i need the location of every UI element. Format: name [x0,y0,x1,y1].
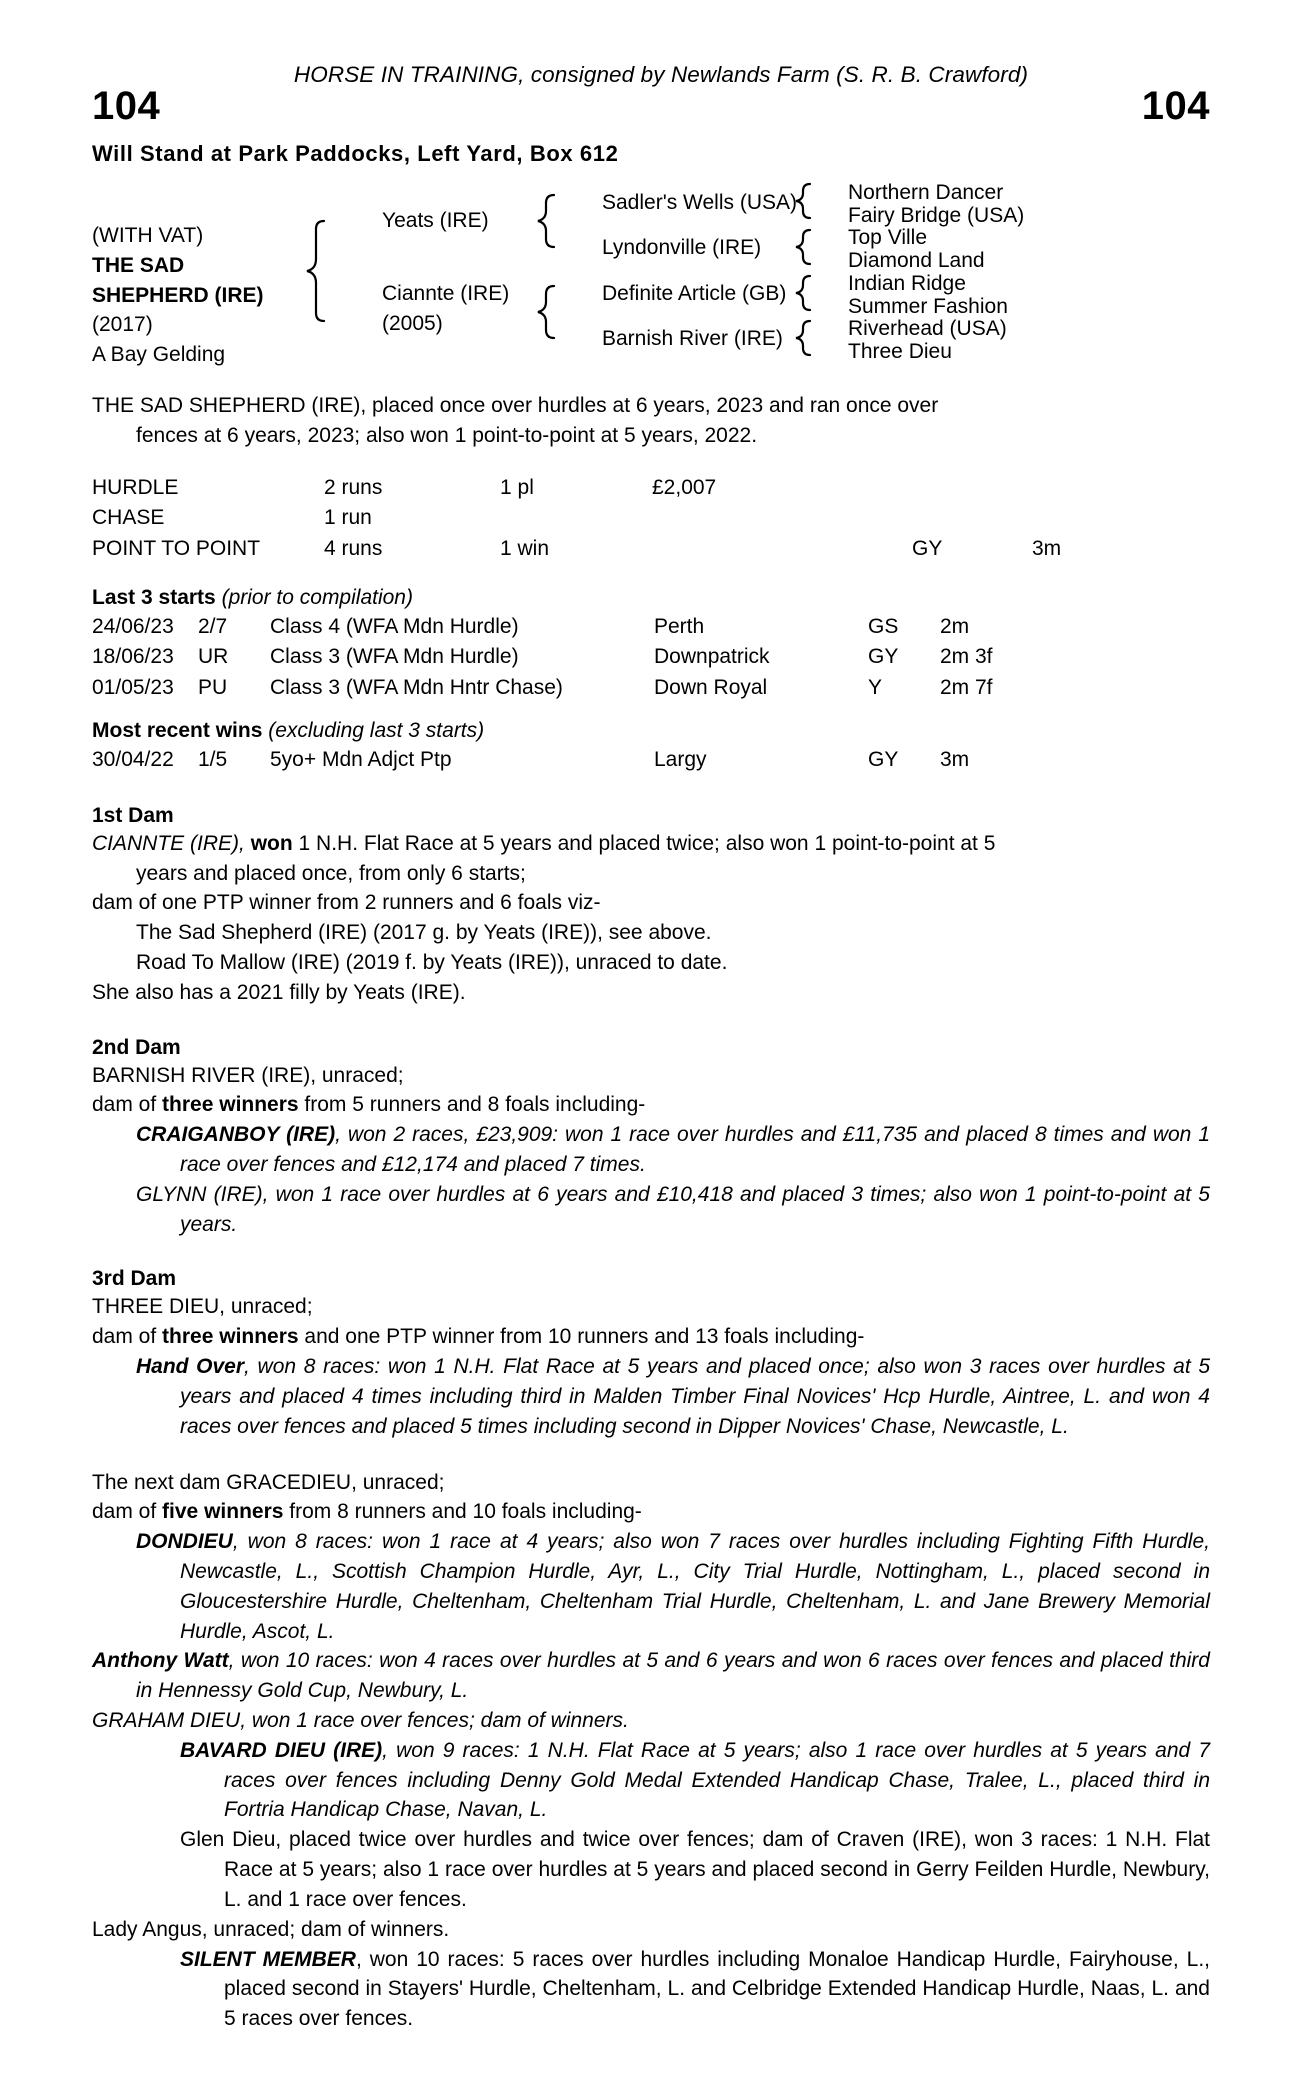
damof-pre: dam of [92,1093,163,1117]
race-position: UR [198,645,229,669]
next-dam-entry [92,1527,1210,1646]
race-going: GY [868,645,899,669]
progeny-text: , unraced; dam of winners. [201,1917,450,1941]
pedigree-chart [92,181,1210,367]
dam-name: Ciannte (IRE) [382,282,510,305]
progeny-name: CRAIGANBOY (IRE) [136,1123,336,1147]
grandsire-1: Sadler's Wells (USA) [602,191,797,214]
race-distance: 2m 7f [940,675,993,699]
lot-number-left: 104 [92,84,161,128]
consignor-line: HORSE IN TRAINING, consigned by Newlands Farm (S. R. B. Crawford) [293,62,1029,87]
summary-line-2: fences at 6 years, 2023; also won 1 point-to-point at 5 years, 2022. [136,423,758,447]
stat-money [652,503,912,533]
third-dam-damof [92,1322,1210,1352]
stat-distance [1032,503,1132,533]
last-starts-heading [92,586,1210,610]
progeny-text: , won 9 races: 1 N.H. Flat Race at 5 years; also 1 race over hurdles at 5 years and 7 races over fences including Denny Gold Medal Extended Handicap Chase, Tralee, L., placed third in Fortria Handicap Chase, Navan, L. [224,1738,1210,1822]
dam-block [382,279,509,339]
dam-year: (2005) [382,311,443,335]
stat-going: GY [912,536,943,560]
next-dam-entry [92,1825,1210,1914]
progeny-name: Hand Over [136,1355,245,1379]
race-date: 30/04/22 [92,748,174,772]
first-dam-line3: dam of one PTP winner from 2 runners and 6 foals viz- [92,891,601,915]
great-grandparent-1: Northern Dancer [848,181,1004,204]
stat-runs: 1 run [324,506,372,530]
last-starts-title: Last 3 starts [92,585,216,609]
progeny-text: , won 10 races: won 4 races over hurdles at 5 and 6 years and won 6 races over fences and placed third in Hennessy Gold Cup, Newbury, L. [136,1649,1210,1703]
race-course: Down Royal [654,675,768,699]
stat-type: POINT TO POINT [92,536,261,560]
subject-details [92,221,312,370]
stat-distance [1032,473,1132,503]
great-grandparent-3: Top Ville [848,226,927,249]
stat-money: £2,007 [652,475,717,499]
first-dam-line1 [92,829,1210,859]
career-stats-table [92,473,1210,564]
progeny-name: GRAHAM DIEU [92,1709,241,1732]
stat-wins: 1 win [500,536,550,560]
race-distance: 2m 3f [940,645,993,669]
damof-post: from 5 runners and 8 foals including- [298,1093,646,1117]
table-row [92,534,1210,564]
race-distance: 3m [940,748,970,772]
last-starts-note: (prior to compilation) [221,585,413,609]
second-dam-damof [92,1090,1210,1120]
stat-money [652,534,912,564]
summary-line-1: THE SAD SHEPHERD (IRE), placed once over hurdles at 6 years, 2023 and ran once over [92,394,939,417]
next-dam-entry [92,1706,1210,1736]
second-dam-body [92,1061,1210,1240]
next-dam-intro: The next dam GRACEDIEU, unraced; [92,1470,445,1494]
sire-name: Yeats (IRE) [382,209,489,232]
stat-going [912,473,1032,503]
great-grandparent-5: Indian Ridge [848,272,966,295]
great-grandparent-4: Diamond Land [848,249,985,272]
first-dam-heading: 1st Dam [92,803,174,827]
horse-description: A Bay Gelding [92,343,226,367]
recent-wins-note: (excluding last 3 starts) [268,719,485,743]
granddam-1: Lyndonville (IRE) [602,236,762,259]
race-course: Perth [654,614,705,638]
next-dam-entry [92,1646,1210,1706]
race-description: 5yo+ Mdn Adjct Ptp [270,748,452,772]
great-grandparent-8: Three Dieu [848,340,952,363]
horse-name-line1: THE SAD [92,253,185,277]
race-description: Class 3 (WFA Mdn Hurdle) [270,645,519,669]
race-position: 1/5 [198,748,228,772]
third-dam-body [92,1292,1210,1441]
damof-count: five winners [162,1500,284,1524]
progeny-name: Lady Angus [92,1917,202,1941]
first-dam-progeny-2: Road To Mallow (IRE) (2019 f. by Yeats (IRE)), unraced to date. [136,950,728,974]
race-description: Class 3 (WFA Mdn Hntr Chase) [270,675,563,699]
second-dam-entry [92,1120,1210,1180]
table-row [92,503,1210,533]
recent-wins-title: Most recent wins [92,719,263,743]
vat-status: (WITH VAT) [92,224,204,247]
first-dam-line2: years and placed once, from only 6 starts; [136,861,526,885]
stat-distance: 3m [1032,536,1062,560]
table-row [92,612,1210,642]
race-distance: 2m [940,614,970,638]
next-dam-entry [92,1915,1210,1945]
table-row [92,745,1210,775]
race-going: GS [868,614,899,638]
stand-location: Will Stand at Park Paddocks, Left Yard, Box 612 [92,141,619,166]
stat-runs: 4 runs [324,536,383,560]
race-position: 2/7 [198,614,228,638]
first-dam-body [92,829,1210,1008]
race-date: 01/05/23 [92,675,174,699]
progeny-name: BAVARD DIEU (IRE) [180,1738,383,1762]
next-dam-entry [92,1736,1210,1825]
progeny-name: Anthony Watt [92,1649,229,1673]
race-position: PU [198,675,228,699]
great-grandparent-6: Summer Fashion [848,295,1008,318]
stat-type: HURDLE [92,475,179,499]
second-dam-entry [92,1180,1210,1240]
foaling-year: (2017) [92,313,153,337]
next-dam-damof [92,1497,1210,1527]
stat-runs: 2 runs [324,475,383,499]
damof-count: three winners [162,1325,299,1349]
progeny-text: , won 8 races: won 1 N.H. Flat Race at 5 years and placed once; also won 3 races over hurdles at 5 years and placed 4 times including third in Malden Timber Final Novices' Hcp Hurdle, Aintree, L. and won 4 races over fences and placed 5 times including second in Dipper Novices' Chase, Newcastle, L. [180,1355,1211,1438]
first-dam-name: CIANNTE (IRE), [92,831,245,855]
race-date: 24/06/23 [92,614,174,638]
stat-wins [500,503,652,533]
lot-number-row [92,84,1210,129]
pedigree-gen3 [820,181,1120,361]
horse-name-line2: SHEPHERD (IRE) [92,283,264,307]
progeny-text: , won 2 races, £23,909: won 1 race over hurdles and £11,735 and placed 8 times and won 1 race over fences and £12,174 and placed 7 times. [180,1123,1211,1176]
recent-wins-table [92,745,1210,775]
progeny-name: Glen Dieu [180,1828,276,1852]
third-dam-heading: 3rd Dam [92,1267,177,1291]
recent-wins-heading [92,719,1210,743]
first-dam-progeny-1: The Sad Shepherd (IRE) (2017 g. by Yeats (IRE)), see above. [136,921,712,945]
grandsire-2: Definite Article (GB) [602,282,787,305]
third-dam-name: THREE DIEU, unraced; [92,1295,313,1319]
table-row [92,642,1210,672]
second-dam-name: BARNISH RIVER (IRE), unraced; [92,1063,404,1087]
first-dam-line4: She also has a 2021 filly by Yeats (IRE). [92,980,466,1004]
first-dam-won: won [250,831,293,855]
pedigree-gen2 [572,181,822,361]
stat-wins: 1 pl [500,475,534,499]
table-row [92,473,1210,503]
race-going: GY [868,748,899,772]
race-date: 18/06/23 [92,645,174,669]
progeny-text: , won 1 race over hurdles at 6 years and £10,418 and placed 3 times; also won 1 point-to-point at 5 years. [180,1182,1210,1236]
stat-type: CHASE [92,506,165,530]
progeny-name: SILENT MEMBER [180,1947,356,1971]
lot-number-right: 104 [1141,84,1210,128]
damof-pre: dam of [92,1325,163,1349]
granddam-2: Barnish River (IRE) [602,327,783,350]
stat-going [912,503,1032,533]
race-course: Largy [654,748,707,772]
next-dam-entry [92,1945,1210,2034]
damof-count: three winners [162,1093,299,1117]
race-description: Class 4 (WFA Mdn Hurdle) [270,614,519,638]
performance-summary [92,391,1210,451]
first-dam-text1: 1 N.H. Flat Race at 5 years and placed twice; also won 1 point-to-point at 5 [298,831,996,855]
damof-post: and one PTP winner from 10 runners and 13 foals including- [298,1325,865,1349]
race-course: Downpatrick [654,645,770,669]
race-going: Y [868,675,883,699]
progeny-name: DONDIEU [136,1530,233,1554]
last-starts-table [92,612,1210,703]
second-dam-heading: 2nd Dam [92,1035,181,1059]
third-dam-entry [92,1352,1210,1441]
damof-pre: dam of [92,1500,163,1524]
progeny-text: , won 10 races: 5 races over hurdles including Monaloe Handicap Hurdle, Fairyhouse, L., placed second in Stayers' Hurdle, Cheltenham, L. and Celbridge Extended Handicap Hurdle, Naas, L. and 5 races over fences. [224,1947,1210,2031]
progeny-text: , won 1 race over fences; dam of winners. [240,1709,629,1732]
damof-post: from 8 runners and 10 foals including- [283,1500,642,1524]
great-grandparent-2: Fairy Bridge (USA) [848,204,1025,227]
progeny-text: , won 8 races: won 1 race at 4 years; also won 7 races over hurdles including Fighting Fifth Hurdle, Newcastle, L., Scottish Champion Hurdle, Ayr, L., City Trial Hurdle, Nottingham, L., placed second in Gloucestershire Hurdle, Cheltenham, Cheltenham Trial Hurdle, Cheltenham, L. and Jane Brewery Memorial Hurdle, Ascot, L. [180,1530,1210,1643]
great-grandparent-7: Riverhead (USA) [848,317,1007,340]
table-row [92,673,1210,703]
pedigree-gen1 [350,181,560,361]
next-dam-body [92,1468,1210,2034]
progeny-name: GLYNN (IRE) [136,1182,263,1206]
progeny-text: , placed twice over hurdles and twice over fences; dam of Craven (IRE), won 3 races: 1 N.H. Flat Race at 5 years; also 1 race over hurdles at 5 years and placed second in Gerry Feilden Hurdle, Newbury, L. and 1 race over fences. [224,1828,1211,1911]
